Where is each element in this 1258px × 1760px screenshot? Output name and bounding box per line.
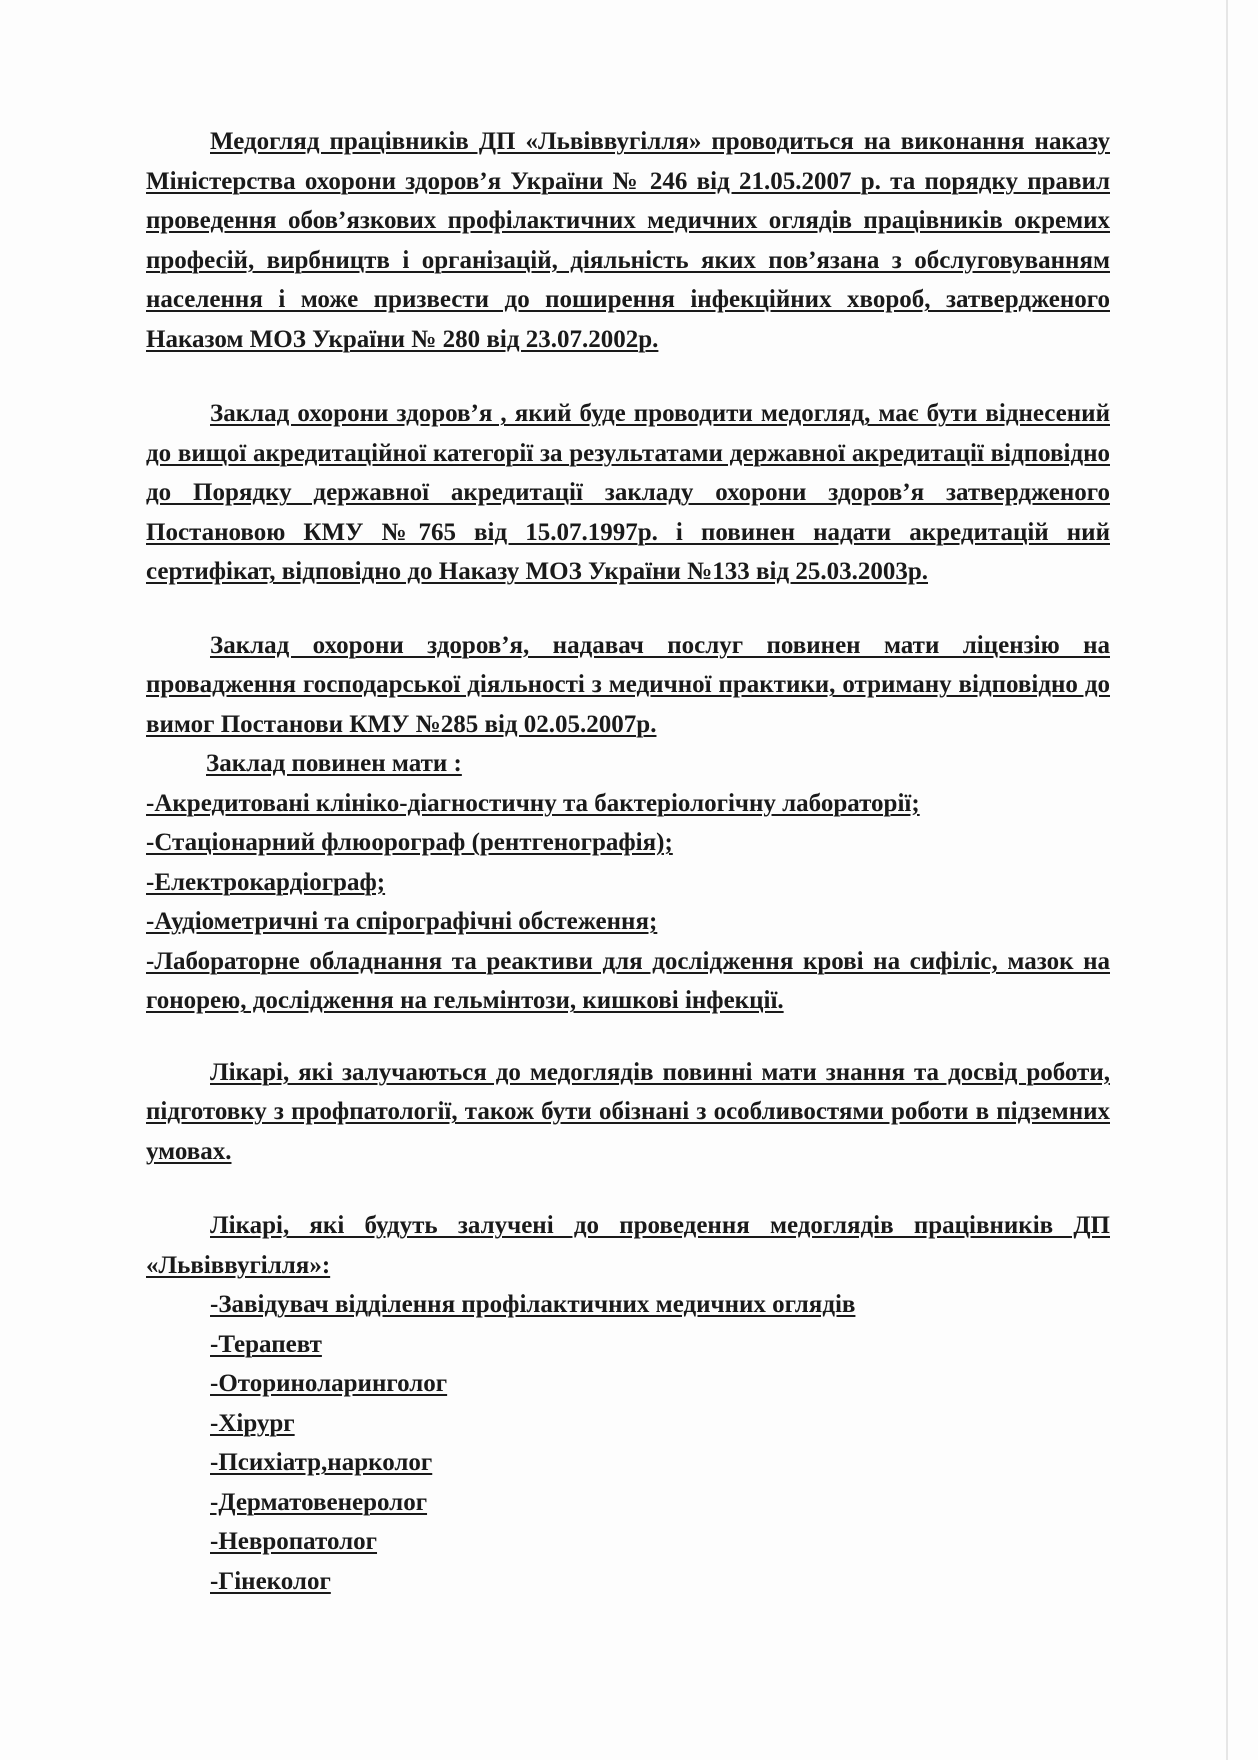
doctor-item: -Завідувач відділення профілактичних медичних оглядів xyxy=(210,1291,856,1318)
doctor-item: -Хірург xyxy=(210,1409,295,1437)
paragraph-license: Заклад охорони здоров’я, надавач послуг повинен мати ліцензію на провадження господарської діяльності з медичної практики, отриману відповідно до вимог Постанови КМУ №285 від 02.05.2007р. xyxy=(146,631,1110,738)
paragraph-doctor-qualifications: Лікарі, які залучаються до медоглядів повинні мати знання та досвід роботи, підготовку з профпатології, також бути обізнані з особливостями роботи в підземних умовах. xyxy=(146,1058,1110,1165)
scan-edge-line xyxy=(1226,0,1228,1760)
paragraph-accreditation: Заклад охорони здоров’я , який буде проводити медогляд, має бути віднесений до вищої акредитаційної категорії за результатами державної акредитації відповідно до Порядку державної акредитації закладу охорони здоров’я затвердженого Постановою КМУ №765 від 15.07.1997р. і повинен надати акредитацій ний сертифікат, відповідно до Наказу МОЗ України №133 від 25.03.2003р. xyxy=(146,400,1110,585)
doctors-list xyxy=(146,1285,1110,1601)
doctor-item: -Невропатолог xyxy=(210,1528,378,1555)
doctor-item: -Дерматовенеролог xyxy=(210,1488,428,1516)
equipment-item: -Лабораторне обладнання та реактиви для дослідження крові на сифіліс, мазок на гонорею, дослідження на гельмінтози, кишкові інфекції. xyxy=(146,947,1110,1014)
equipment-item: -Стаціонарний флюорограф (рентгенографія); xyxy=(146,829,673,856)
doctor-item: -Терапевт xyxy=(210,1330,322,1358)
doctor-item: -Гінеколог xyxy=(210,1567,331,1595)
document-body xyxy=(146,122,1110,1601)
equipment-item: -Аудіометричні та спірографічні обстеження; xyxy=(146,908,658,935)
doctor-item: -Психіатр,нарколог xyxy=(210,1449,433,1476)
paragraph-doctors-intro: Лікарі, які будуть залучені до проведення медоглядів працівників ДП «Львіввугілля»: xyxy=(146,1212,1110,1279)
doctor-item: -Оториноларинголог xyxy=(210,1370,448,1397)
equipment-item: -Електрокардіограф; xyxy=(146,868,386,896)
equipment-list xyxy=(146,784,1110,1021)
paragraph-legal-basis: Медогляд працівників ДП «Львіввугілля» проводиться на виконання наказу Міністерства охорони здоров’я України № 246 від 21.05.2007 р. та порядку правил проведення обов’язкових профілактичних медичних оглядів працівників окремих професій, вирбництв і організацій, діяльність яких пов’язана з обслуговуванням населення і може призвести до поширення інфекційних хвороб, затвердженого Наказом МОЗ України № 280 від 23.07.2002р. xyxy=(146,128,1110,353)
equipment-item: -Акредитовані клініко-діагностичну та бактеріологічну лабораторії; xyxy=(146,789,920,817)
requirements-heading: Заклад повинен мати : xyxy=(206,750,462,777)
